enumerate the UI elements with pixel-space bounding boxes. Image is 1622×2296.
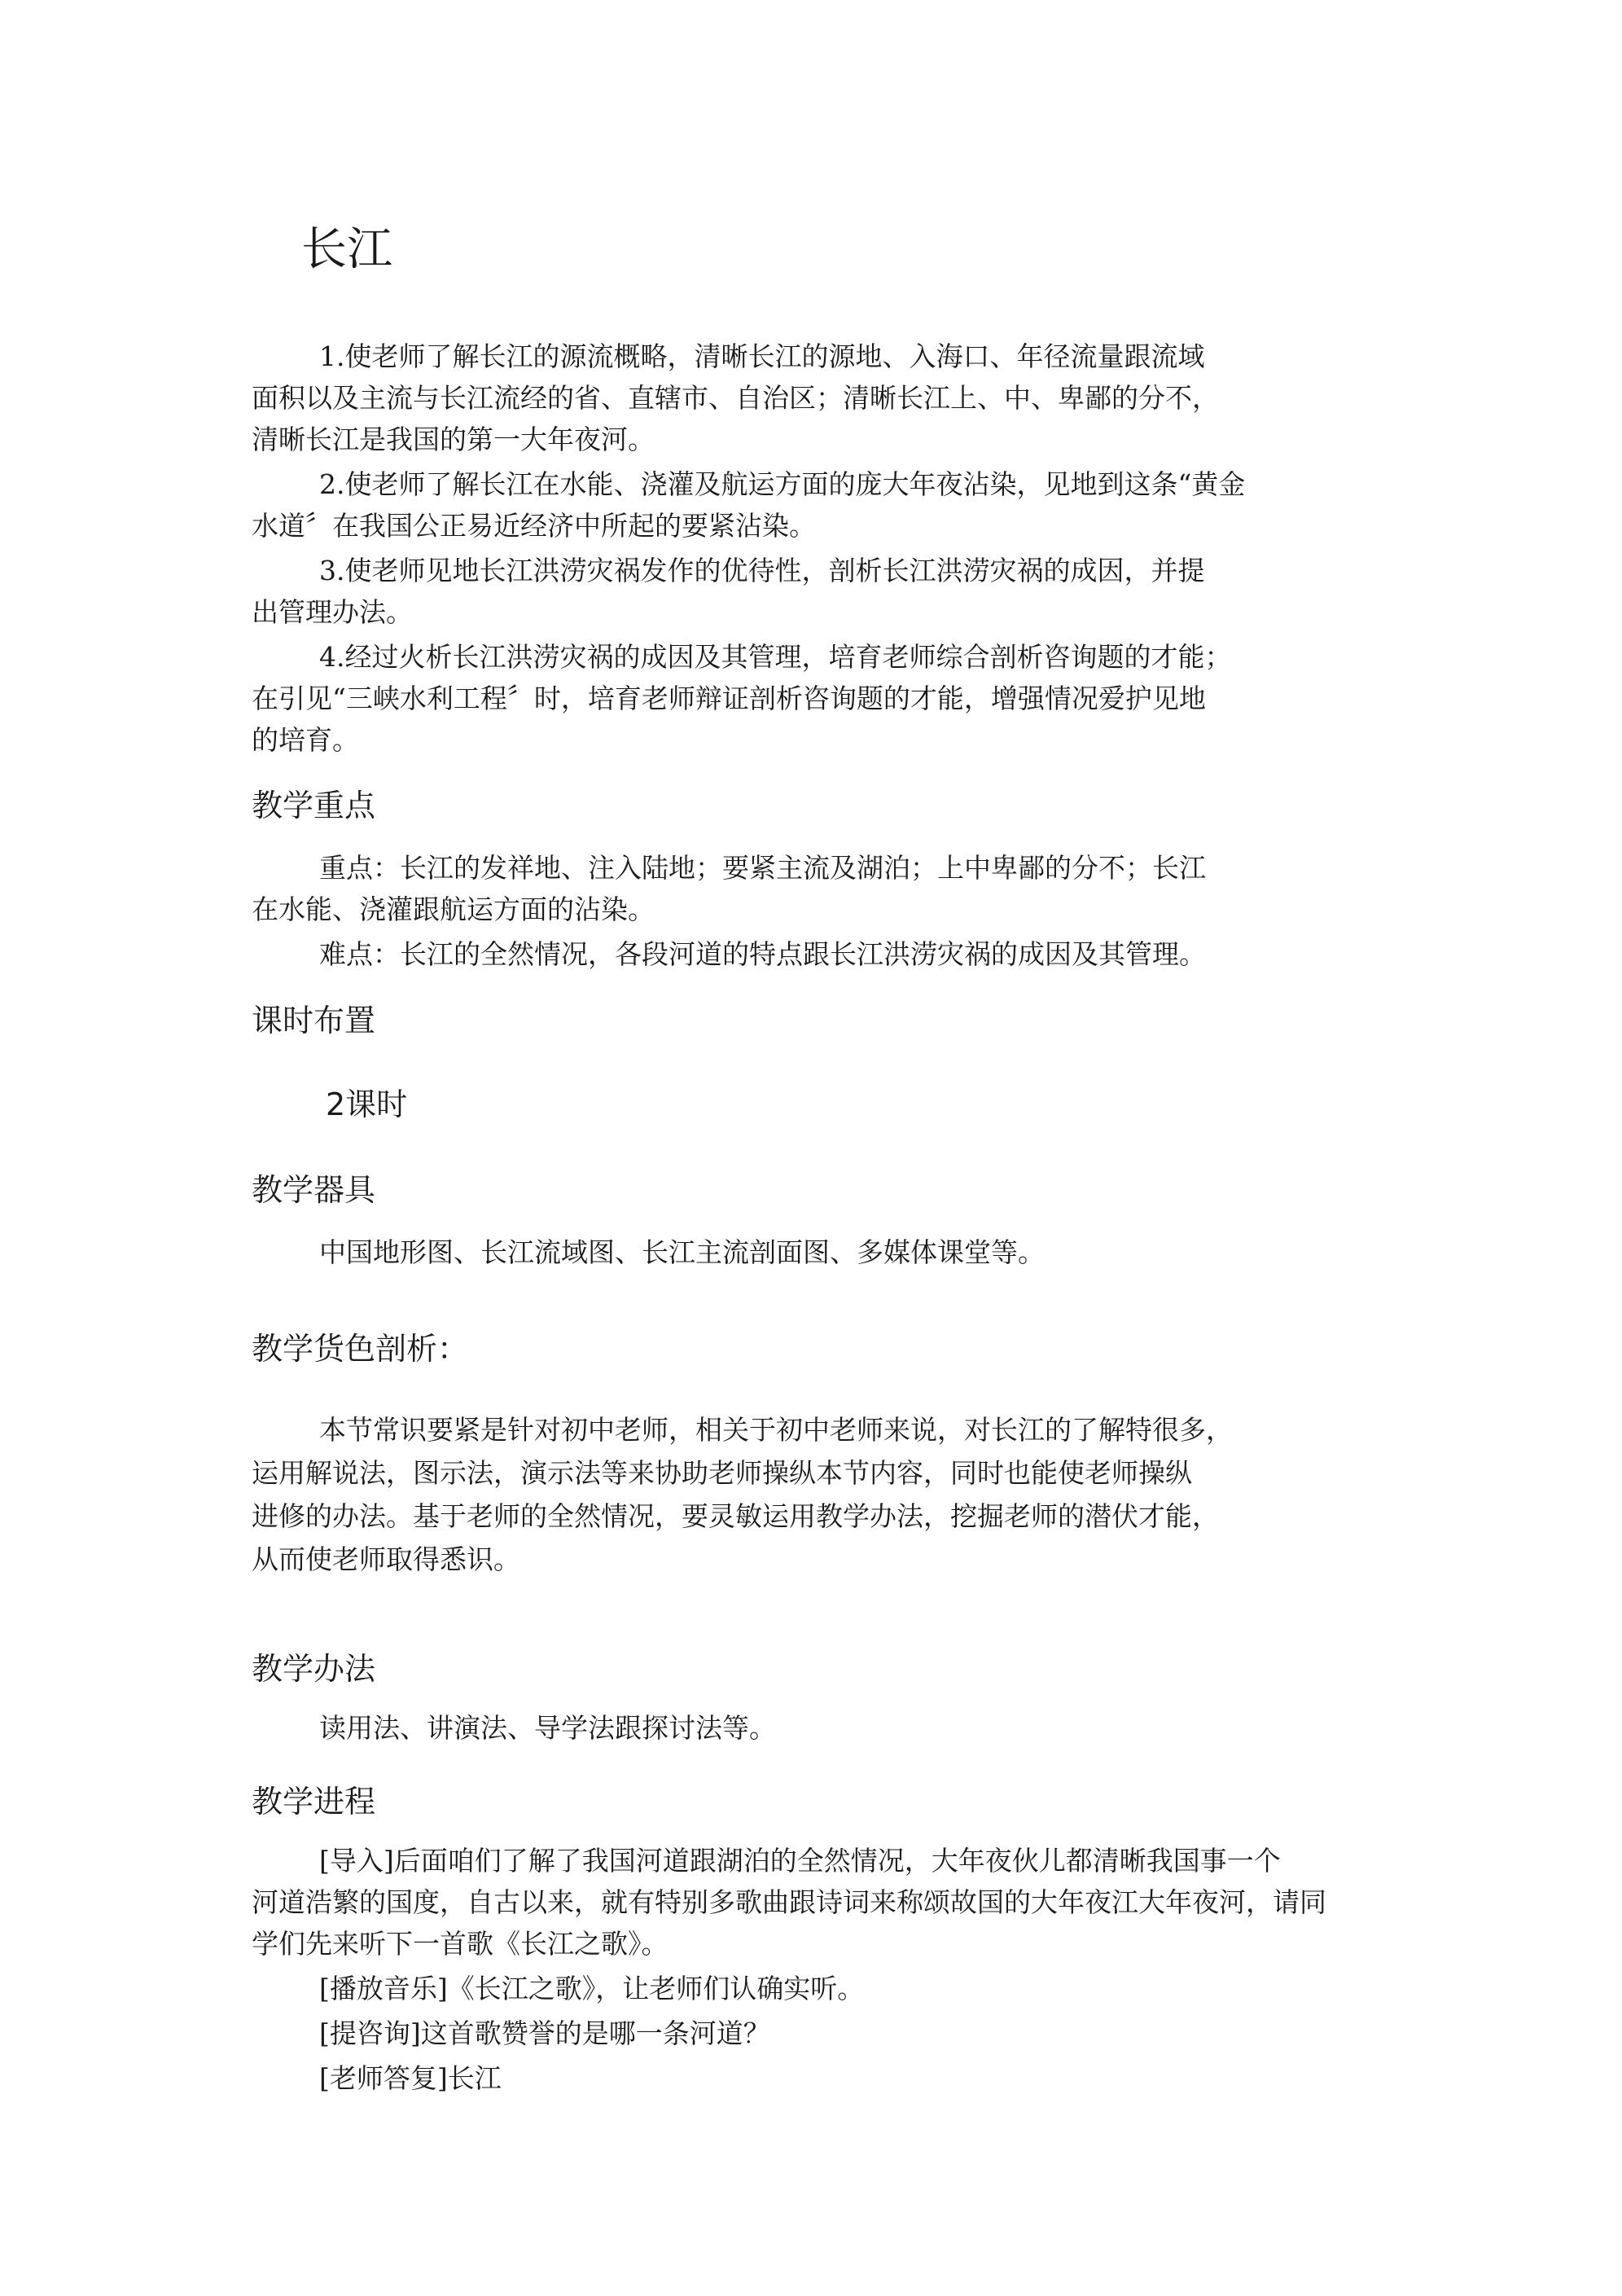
process-question: [提咨询]这首歌赞誉的是哪一条河道？ (319, 2017, 770, 2049)
objective-2-line-1: 2.使老师了解长江在水能、浇灌及航运方面的庞大年夜沾染，见地到这条“黄金 (319, 468, 1246, 500)
objective-4-line-1: 4.经过火析长江洪涝灾祸的成因及其管理，培育老师综合剖析咨询题的才能； (319, 641, 1232, 673)
analysis-line-3: 进修的办法。基于老师的全然情况，要灵敏运用教学办法，挖掘老师的潜伏才能， (252, 1500, 1219, 1532)
schedule-heading: 课时布置 (252, 1003, 376, 1038)
objective-1-line-1: 1.使老师了解长江的源流概略，清晰长江的源地、入海口、年径流量跟流域 (319, 340, 1205, 372)
difficulty-line: 难点：长江的全然情况，各段河道的特点跟长江洪涝灾祸的成因及其管理。 (319, 938, 1206, 970)
schedule-value: 2课时 (326, 1087, 408, 1122)
analysis-line-2: 运用解说法，图示法，演示法等来协助老师操纵本节内容，同时也能使老师操纵 (252, 1457, 1192, 1489)
analysis-heading: 教学货色剖析： (252, 1331, 469, 1367)
methods-text: 读用法、讲演法、导学法跟探讨法等。 (319, 1712, 776, 1744)
process-music: [播放音乐]《长江之歌》，让老师们认确实听。 (319, 1973, 865, 2004)
process-heading: 教学进程 (252, 1784, 376, 1820)
process-answer: [老师答复]长江 (319, 2062, 502, 2094)
methods-heading: 教学办法 (252, 1651, 376, 1687)
key-points-heading: 教学重点 (252, 788, 376, 823)
analysis-line-4: 从而使老师取得悉识。 (252, 1543, 520, 1575)
process-intro-line-2: 河道浩繁的国度，自古以来，就有特别多歌曲跟诗词来称颂故国的大年夜江大年夜河，请同 (252, 1886, 1326, 1918)
objective-3-line-2: 出管理办法。 (252, 596, 413, 628)
focus-line-2: 在水能、浇灌跟航运方面的沾染。 (252, 893, 655, 925)
equipment-heading: 教学器具 (252, 1172, 376, 1208)
objective-2-line-2: 水道〞在我国公正易近经济中所起的要紧沾染。 (252, 510, 816, 542)
objective-4-line-2: 在引见“三峡水利工程〞时，培育老师辩证剖析咨询题的才能，增强情况爱护见地 (252, 683, 1206, 714)
process-intro-line-1: [导入]后面咱们了解了我国河道跟湖泊的全然情况，大年夜伙儿都清晰我国事一个 (319, 1845, 1281, 1877)
objective-3-line-1: 3.使老师见地长江洪涝灾祸发作的优待性，剖析长江洪涝灾祸的成因，并提 (319, 555, 1205, 586)
analysis-line-1: 本节常识要紧是针对初中老师，相关于初中老师来说，对长江的了解特很多， (319, 1414, 1233, 1446)
objective-1-line-2: 面积以及主流与长江流经的省、直辖市、自治区；清晰长江上、中、卑鄙的分不， (252, 382, 1219, 414)
equipment-text: 中国地形图、长江流域图、长江主流剖面图、多媒体课堂等。 (319, 1236, 1045, 1268)
process-intro-line-3: 学们先来听下一首歌《长江之歌》。 (252, 1928, 669, 1960)
focus-line-1: 重点：长江的发祥地、注入陆地；要紧主流及湖泊；上中卑鄙的分不；长江 (319, 852, 1206, 884)
page-title: 长江 (301, 223, 392, 276)
objective-4-line-3: 的培育。 (252, 724, 359, 756)
objective-1-line-3: 清晰长江是我国的第一大年夜河。 (252, 424, 655, 455)
